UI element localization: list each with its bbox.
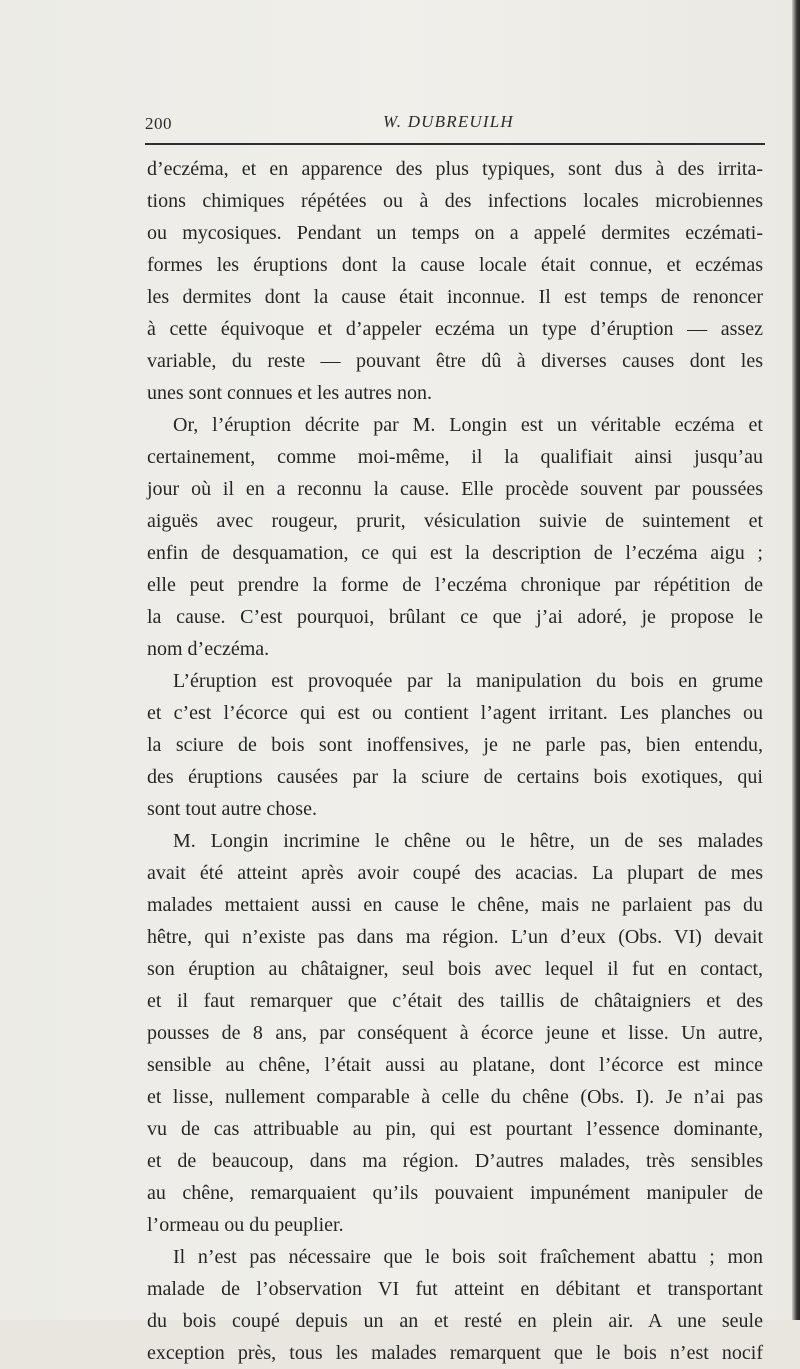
text-line: hêtre, qui n’existe pas dans ma région. L’un d’eux (Obs. VI) devait [147,926,763,948]
text-line: unes sont connues et les autres non. [147,382,432,404]
text-line: la sciure de bois sont inoffensives, je ne parle pas, bien entendu, [147,734,763,756]
text-line: au chêne, remarquaient qu’ils pouvaient impunément manipuler de [147,1182,763,1204]
paragraph [147,153,763,409]
header-rule [145,143,765,145]
text-line: elle peut prendre la forme de l’eczéma chronique par répétition de [147,574,763,596]
page-edge-shadow [792,0,800,1320]
text-line: certainement, comme moi-même, il la qualifiait ainsi jusqu’au [147,446,763,468]
text-line: son éruption au châtaigner, seul bois avec lequel il fut en contact, [147,958,763,980]
text-line: l’ormeau ou du peuplier. [147,1214,344,1236]
paragraph [147,409,763,665]
text-line: du bois coupé depuis un an et resté en plein air. A une seule [147,1310,763,1332]
text-line: tions chimiques répétées ou à des infections locales microbiennes [147,190,763,212]
text-line: et il faut remarquer que c’était des taillis de châtaigniers et des [147,990,763,1012]
text-line: des éruptions causées par la sciure de certains bois exotiques, qui [147,766,763,788]
paragraph [147,1241,763,1369]
running-title: W. DUBREUILH [383,112,514,131]
text-line: la cause. C’est pourquoi, brûlant ce que j’ai adoré, je propose le [147,606,763,628]
paragraph [147,665,763,825]
text-line: et c’est l’écorce qui est ou contient l’agent irritant. Les planches ou [147,702,763,724]
text-line: exception près, tous les malades remarquent que le bois n’est nocif [147,1342,763,1364]
text-line: vu de cas attribuable au pin, qui est pourtant l’essence dominante, [147,1118,763,1140]
text-line: et de beaucoup, dans ma région. D’autres malades, très sensibles [147,1150,763,1172]
text-line: Or, l’éruption décrite par M. Longin est un véritable eczéma et [173,414,763,436]
text-line: L’éruption est provoquée par la manipulation du bois en grume [173,670,763,692]
text-line: aiguës avec rougeur, prurit, vésiculation suivie de suintement et [147,510,763,532]
text-line: Il n’est pas nécessaire que le bois soit fraîchement abattu ; mon [173,1246,763,1268]
text-line: les dermites dont la cause était inconnue. Il est temps de renoncer [147,286,763,308]
page-number: 200 [145,114,172,133]
text-line: sensible au chêne, l’était aussi au platane, dont l’écorce est mince [147,1054,763,1076]
text-line: formes les éruptions dont la cause locale était connue, et eczémas [147,254,763,276]
text-line: malades mettaient aussi en cause le chêne, mais ne parlaient pas du [147,894,763,916]
text-line: ou mycosiques. Pendant un temps on a appelé dermites eczémati- [147,222,763,244]
text-line: à cette équivoque et d’appeler eczéma un type d’éruption — assez [147,318,763,340]
page-header [145,112,765,136]
text-line: M. Longin incrimine le chêne ou le hêtre, un de ses malades [173,830,763,852]
text-line: sont tout autre chose. [147,798,317,820]
text-line: jour où il en a reconnu la cause. Elle procède souvent par poussées [147,478,763,500]
text-line: malade de l’observation VI fut atteint en débitant et transportant [147,1278,763,1300]
text-line: d’eczéma, et en apparence des plus typiques, sont dus à des irrita- [147,158,763,180]
paragraph [147,825,763,1241]
text-line: avait été atteint après avoir coupé des acacias. La plupart de mes [147,862,763,884]
text-line: et lisse, nullement comparable à celle du chêne (Obs. I). Je n’ai pas [147,1086,763,1108]
text-line: enfin de desquamation, ce qui est la description de l’eczéma aigu ; [147,542,763,564]
body-text [147,153,763,1369]
text-line: variable, du reste — pouvant être dû à diverses causes dont les [147,350,763,372]
text-line: nom d’eczéma. [147,638,270,660]
text-line: pousses de 8 ans, par conséquent à écorce jeune et lisse. Un autre, [147,1022,763,1044]
